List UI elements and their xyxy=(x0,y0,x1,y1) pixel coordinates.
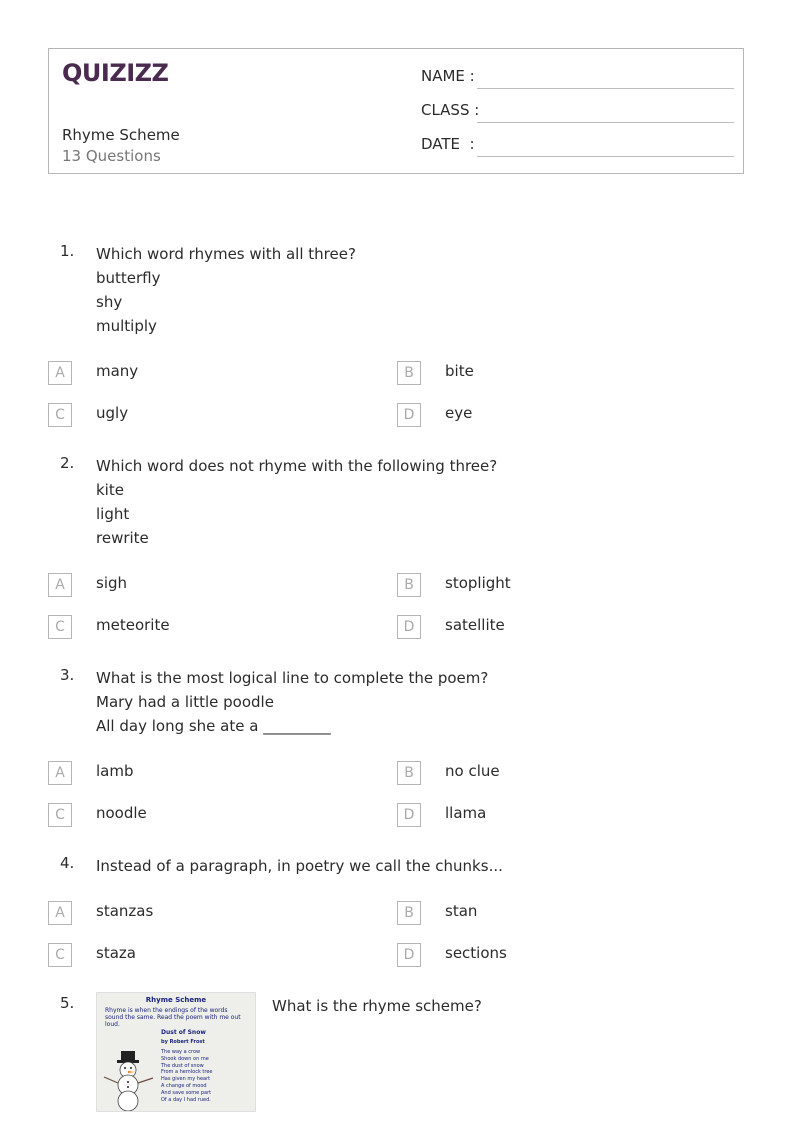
class-field[interactable] xyxy=(421,101,734,125)
question-line: shy xyxy=(96,293,123,311)
worksheet-header xyxy=(48,48,744,174)
option-letter: A xyxy=(48,361,72,385)
option-c[interactable] xyxy=(48,803,348,827)
question-line: kite xyxy=(96,481,124,499)
option-text: no clue xyxy=(445,762,500,780)
option-letter: C xyxy=(48,803,72,827)
option-letter: B xyxy=(397,573,421,597)
option-text: meteorite xyxy=(96,616,170,634)
image-title: Rhyme Scheme xyxy=(145,996,207,1004)
option-letter: A xyxy=(48,573,72,597)
poem-line: Of a day I had rued. xyxy=(161,1096,211,1103)
option-text: stanzas xyxy=(96,902,154,920)
question-line: All day long she ate a _________ xyxy=(96,717,331,735)
class-label: CLASS : xyxy=(421,101,480,119)
option-text: lamb xyxy=(96,762,134,780)
option-letter: B xyxy=(397,361,421,385)
poem-line: From a hemlock tree xyxy=(161,1069,213,1076)
option-text: sigh xyxy=(96,574,128,592)
snowman-illustration xyxy=(99,1049,159,1111)
poem-lines xyxy=(161,1049,213,1103)
date-field[interactable] xyxy=(421,135,734,159)
option-text: stan xyxy=(445,902,478,920)
option-letter: D xyxy=(397,943,421,967)
option-a[interactable] xyxy=(48,573,348,597)
option-b[interactable] xyxy=(397,573,697,597)
option-letter: B xyxy=(397,761,421,785)
question-line: Instead of a paragraph, in poetry we call the chunks... xyxy=(96,857,503,875)
option-b[interactable] xyxy=(397,761,697,785)
option-letter: C xyxy=(48,943,72,967)
question-line: What is the rhyme scheme? xyxy=(272,997,482,1015)
option-d[interactable] xyxy=(397,803,697,827)
question-count: 13 Questions xyxy=(62,147,161,165)
question-text xyxy=(96,454,497,550)
quizizz-logo: QUIZIZZ xyxy=(62,59,169,87)
poem-line: The way a crow xyxy=(161,1049,201,1055)
question-number: 5. xyxy=(60,994,75,1012)
option-c[interactable] xyxy=(48,403,348,427)
question-number: 2. xyxy=(60,454,75,472)
poem-line: A change of mood xyxy=(161,1082,207,1089)
option-letter: C xyxy=(48,615,72,639)
option-letter: A xyxy=(48,901,72,925)
date-line xyxy=(477,156,734,157)
option-text: satellite xyxy=(445,616,505,634)
question-line: rewrite xyxy=(96,529,149,547)
question-line: Which word does not rhyme with the following three? xyxy=(96,457,498,475)
class-line xyxy=(477,122,734,123)
option-text: ugly xyxy=(96,404,129,422)
option-letter: B xyxy=(397,901,421,925)
question-line: butterfly xyxy=(96,269,161,287)
hat-icon xyxy=(121,1051,135,1061)
option-c[interactable] xyxy=(48,615,348,639)
option-letter: D xyxy=(397,403,421,427)
poem-title: Dust of Snow xyxy=(161,1029,206,1036)
rhyme-scheme-image xyxy=(96,992,256,1112)
poem-line: Has given my heart xyxy=(161,1076,211,1083)
question-line: light xyxy=(96,505,130,523)
poem-author: by Robert Frost xyxy=(161,1039,205,1045)
question-number: 4. xyxy=(60,854,75,872)
option-text: noodle xyxy=(96,804,147,822)
option-b[interactable] xyxy=(397,361,697,385)
question-line: What is the most logical line to complete the poem? xyxy=(96,669,489,687)
question-text xyxy=(272,994,482,1018)
option-a[interactable] xyxy=(48,761,348,785)
option-a[interactable] xyxy=(48,361,348,385)
question-text xyxy=(96,666,488,738)
question-text xyxy=(96,242,356,338)
name-field[interactable] xyxy=(421,67,734,91)
poem-line: The dust of snow xyxy=(161,1062,204,1069)
option-d[interactable] xyxy=(397,403,697,427)
question-line: Mary had a little poodle xyxy=(96,693,274,711)
option-a[interactable] xyxy=(48,901,348,925)
quiz-title: Rhyme Scheme xyxy=(62,126,180,144)
question-number: 3. xyxy=(60,666,75,684)
poem-line: Shook down on me xyxy=(161,1055,209,1062)
option-b[interactable] xyxy=(397,901,697,925)
option-text: many xyxy=(96,362,139,380)
name-line xyxy=(477,88,734,89)
question-line: multiply xyxy=(96,317,157,335)
option-letter: D xyxy=(397,803,421,827)
image-description: Rhyme is when the endings of the words sound the same. Read the poem with me out loud. xyxy=(105,1007,241,1028)
option-letter: C xyxy=(48,403,72,427)
option-c[interactable] xyxy=(48,943,348,967)
poem-line: And save some part xyxy=(161,1089,212,1096)
option-text: eye xyxy=(445,404,473,422)
option-text: staza xyxy=(96,944,136,962)
option-d[interactable] xyxy=(397,943,697,967)
question-line: Which word rhymes with all three? xyxy=(96,245,356,263)
option-text: stoplight xyxy=(445,574,511,592)
date-label: DATE : xyxy=(421,135,475,153)
option-letter: D xyxy=(397,615,421,639)
question-text xyxy=(96,854,503,878)
snowman-base xyxy=(118,1091,138,1111)
question-number: 1. xyxy=(60,242,75,260)
option-d[interactable] xyxy=(397,615,697,639)
option-text: bite xyxy=(445,362,474,380)
option-text: llama xyxy=(445,804,487,822)
option-text: sections xyxy=(445,944,507,962)
option-letter: A xyxy=(48,761,72,785)
name-label: NAME : xyxy=(421,67,475,85)
